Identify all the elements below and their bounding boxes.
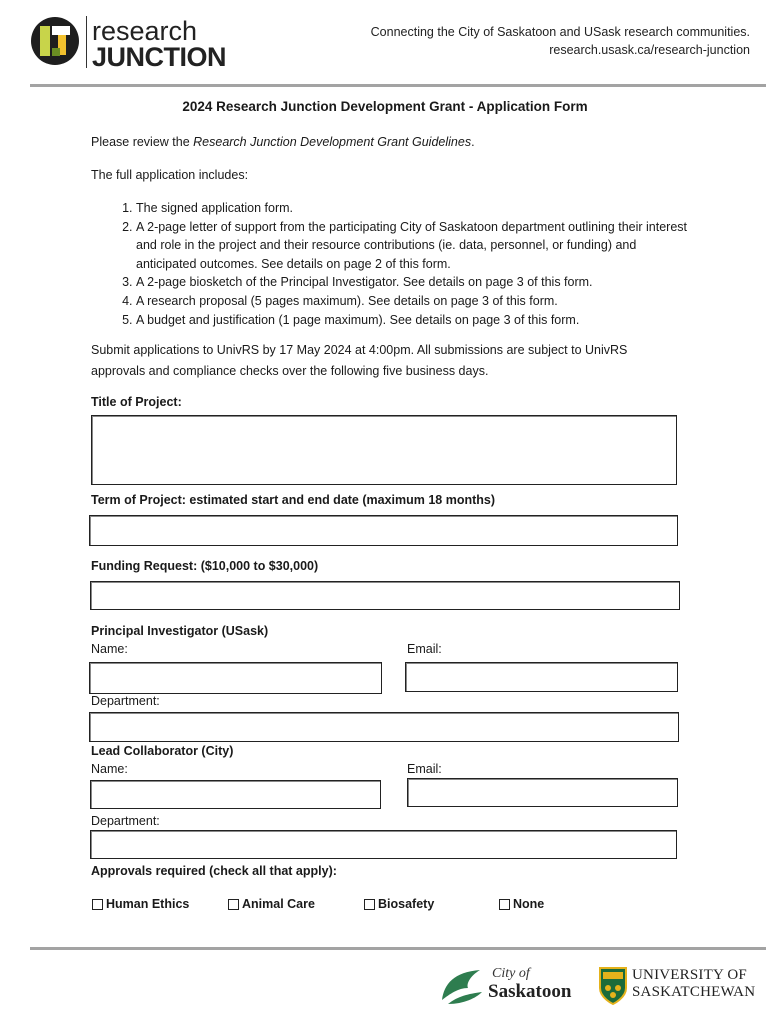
checkbox-icon[interactable] <box>92 899 103 910</box>
requirement-item: 1. The signed application form. <box>136 199 696 218</box>
requirement-item: 2. A 2-page letter of support from the participating City of Saskatoon department outlining their interest and role in the project and their resource contributions (ie. data, personnel, or funding) and anticipated outcomes. See details on page 2 of this form. <box>136 218 696 274</box>
lc-name-label: Name: <box>91 762 128 776</box>
research-junction-logo-icon <box>30 14 82 70</box>
funding-request-input[interactable] <box>91 582 679 609</box>
review-guidelines-text <box>91 132 475 152</box>
approvals-label: Approvals required (check all that apply): <box>91 864 337 878</box>
lc-department-input[interactable] <box>91 831 676 858</box>
usask-logo <box>598 964 758 1008</box>
lc-name-field[interactable] <box>90 780 381 809</box>
approval-option-label: None <box>513 897 545 911</box>
city-text-saskatoon: Saskatoon <box>488 981 572 1002</box>
lc-email-field[interactable] <box>407 778 678 807</box>
tagline-text: Connecting the City of Saskatoon and USask research communities. <box>370 25 750 39</box>
pi-name-label: Name: <box>91 642 128 656</box>
city-of-saskatoon-logo <box>438 964 588 1008</box>
logo-text-junction: JUNCTION <box>92 42 227 72</box>
checkbox-icon[interactable] <box>228 899 239 910</box>
checkbox-icon[interactable] <box>364 899 375 910</box>
approval-biosafety[interactable] <box>364 897 434 911</box>
approval-animal-care[interactable] <box>228 897 315 911</box>
title-of-project-input[interactable] <box>92 416 676 484</box>
pi-department-input[interactable] <box>90 713 678 741</box>
requirements-list <box>91 199 696 329</box>
requirement-item: 3. A 2-page biosketch of the Principal Investigator. See details on page 3 of this form. <box>136 273 696 292</box>
header-divider <box>30 84 766 87</box>
form-title: 2024 Research Junction Development Grant - Application Form <box>182 99 588 114</box>
logo-text-research: research <box>92 16 198 46</box>
review-suffix: . <box>471 135 475 149</box>
city-of-saskatoon-logo-icon <box>438 966 484 1006</box>
approval-option-label: Biosafety <box>378 897 435 911</box>
title-of-project-field[interactable] <box>91 415 677 485</box>
term-of-project-field[interactable] <box>89 515 678 546</box>
city-text-of: City of <box>492 966 530 981</box>
lc-department-label: Department: <box>91 814 160 828</box>
funding-request-label: Funding Request: ($10,000 to $30,000) <box>91 559 319 573</box>
approval-human-ethics[interactable] <box>92 897 189 911</box>
pi-heading: Principal Investigator (USask) <box>91 624 269 638</box>
review-prefix: Please review the <box>91 135 194 149</box>
usask-text-university: UNIVERSITY OF <box>632 967 747 983</box>
submission-instructions: Submit applications to UnivRS by 17 May 2024 at 4:00pm. All submissions are subject to UnivRS approvals and compliance checks over the following five business days. <box>91 343 628 378</box>
lc-name-input[interactable] <box>91 781 380 808</box>
term-of-project-input[interactable] <box>90 516 677 545</box>
pi-email-label: Email: <box>407 642 442 656</box>
approval-option-label: Animal Care <box>242 897 315 911</box>
requirement-item: 4. A research proposal (5 pages maximum). See details on page 3 of this form. <box>136 292 696 311</box>
logo-divider <box>86 16 87 68</box>
pi-email-field[interactable] <box>405 662 678 692</box>
pi-email-input[interactable] <box>406 663 677 691</box>
approval-none[interactable] <box>499 897 544 911</box>
funding-request-field[interactable] <box>90 581 680 610</box>
lc-heading: Lead Collaborator (City) <box>91 744 234 758</box>
pi-name-input[interactable] <box>90 663 381 693</box>
title-of-project-label: Title of Project: <box>91 395 182 409</box>
term-of-project-label: Term of Project: estimated start and end date (maximum 18 months) <box>91 493 496 507</box>
checkbox-icon[interactable] <box>499 899 510 910</box>
pi-department-field[interactable] <box>89 712 679 742</box>
includes-intro: The full application includes: <box>91 168 249 182</box>
tagline-url[interactable]: research.usask.ca/research-junction <box>549 43 750 57</box>
research-junction-logo <box>30 14 240 70</box>
usask-crest-icon <box>598 966 628 1006</box>
pi-name-field[interactable] <box>89 662 382 694</box>
pi-department-label: Department: <box>91 694 160 708</box>
footer-divider <box>30 947 766 950</box>
lc-email-input[interactable] <box>408 779 677 806</box>
requirement-item: 5. A budget and justification (1 page maximum). See details on page 3 of this form. <box>136 311 696 330</box>
guidelines-link[interactable]: Research Junction Development Grant Guidelines <box>193 135 472 149</box>
lc-email-label: Email: <box>407 762 442 776</box>
usask-text-saskatchewan: SASKATCHEWAN <box>632 984 756 1000</box>
lc-department-field[interactable] <box>90 830 677 859</box>
approval-option-label: Human Ethics <box>106 897 190 911</box>
header-tagline <box>371 23 750 59</box>
